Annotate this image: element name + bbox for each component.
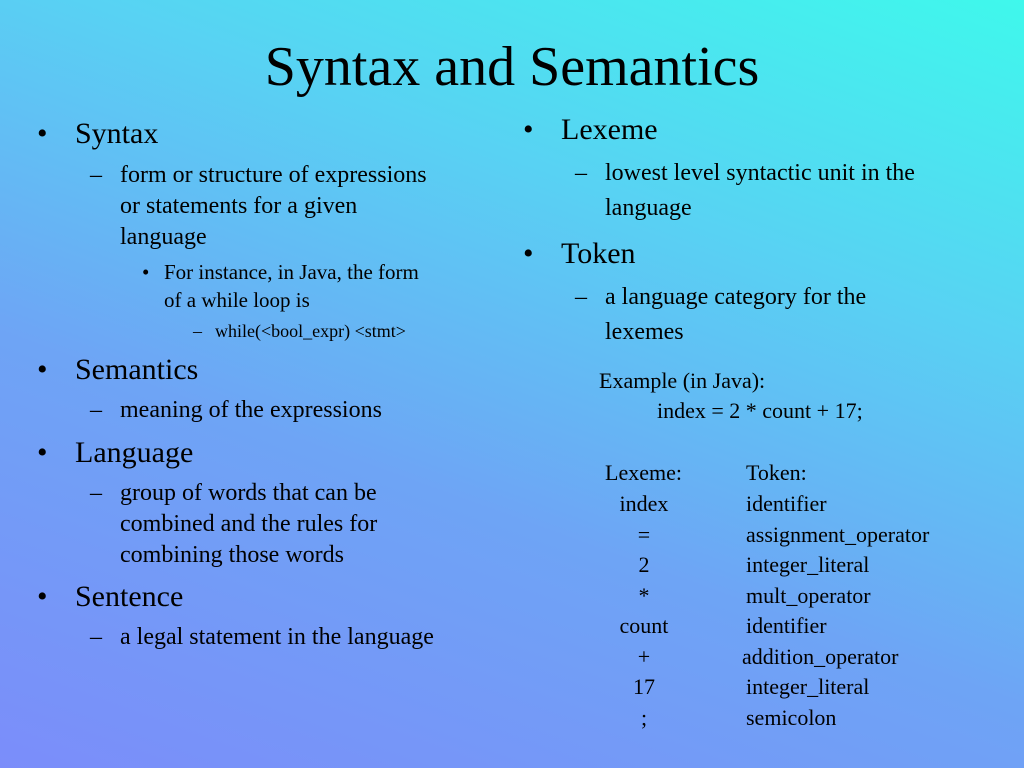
language-sub-line-1: – group of words that can be — [120, 478, 377, 509]
table-row-token: identifier — [746, 491, 827, 516]
table-row-lexeme: + — [637, 644, 651, 669]
token-sub-line-2: lexemes — [605, 319, 684, 345]
syntax-example-line-1: • For instance, in Java, the form — [164, 258, 419, 286]
col-header-token: Token: — [746, 460, 807, 485]
syntax-sub-line-2: or statements for a given — [120, 193, 358, 219]
table-row-lexeme: 2 — [638, 552, 650, 577]
lexeme-sub-line-2: language — [605, 195, 692, 221]
language-sub-line-2: combined and the rules for — [120, 511, 378, 537]
table-row-token: identifier — [746, 613, 827, 638]
bullet-token: • Token — [561, 237, 636, 271]
syntax-sub-line-3: language — [120, 224, 207, 250]
table-row-lexeme: index — [619, 491, 669, 516]
slide-title: Syntax and Semantics — [264, 36, 760, 98]
table-row-token: integer_literal — [746, 674, 870, 699]
table-row-token: integer_literal — [746, 552, 870, 577]
table-row-token: mult_operator — [746, 583, 871, 608]
col-header-lexeme: Lexeme: — [605, 460, 682, 485]
lexeme-sub-line-1: – lowest level syntactic unit in the — [605, 158, 915, 189]
table-row-lexeme: * — [638, 583, 650, 608]
while-loop-code: – while(<bool_expr) <stmt> — [215, 320, 406, 342]
syntax-example-line-2: of a while loop is — [164, 288, 310, 312]
bullet-semantics: • Semantics — [75, 353, 198, 387]
bullet-lexeme: • Lexeme — [561, 113, 658, 147]
bullet-sentence: • Sentence — [75, 580, 183, 614]
bullet-syntax: • Syntax — [75, 117, 158, 151]
table-row-lexeme: 17 — [633, 674, 655, 699]
example-code: index = 2 * count + 17; — [657, 398, 863, 423]
table-row-token: addition_operator — [742, 644, 899, 669]
example-label: Example (in Java): — [599, 368, 766, 393]
language-sub-line-3: combining those words — [120, 542, 344, 568]
syntax-sub-line-1: – form or structure of expressions — [120, 160, 427, 191]
table-row-lexeme: count — [619, 613, 669, 638]
table-row-lexeme: = — [637, 522, 651, 547]
bullet-language: • Language — [75, 436, 193, 470]
semantics-sub: – meaning of the expressions — [120, 395, 382, 426]
table-row-token: assignment_operator — [746, 522, 930, 547]
token-sub-line-1: – a language category for the — [605, 282, 866, 313]
table-row-token: semicolon — [746, 705, 837, 730]
table-row-lexeme: ; — [640, 705, 648, 730]
sentence-sub: – a legal statement in the language — [120, 622, 434, 653]
